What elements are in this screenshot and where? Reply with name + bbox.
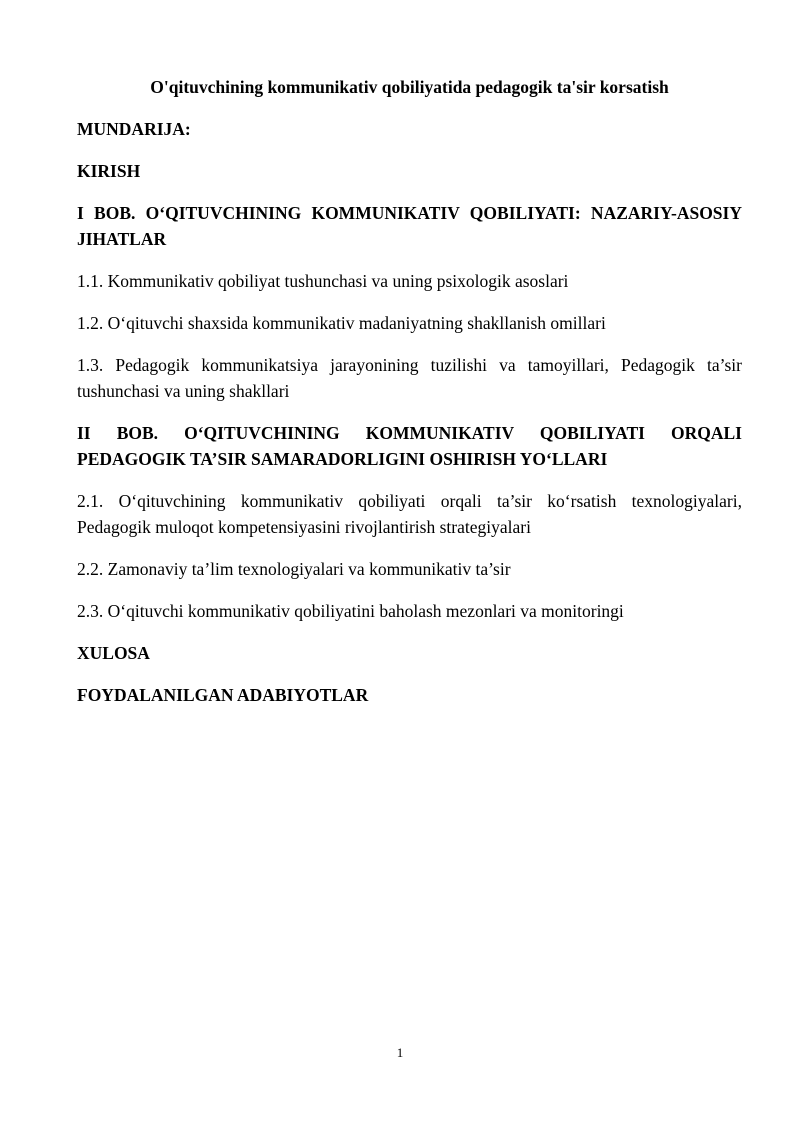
toc-entry-references: FOYDALANILGAN ADABIYOTLAR [77, 685, 369, 705]
page-number: 1 [396, 1045, 404, 1060]
document-content [77, 74, 742, 724]
toc-entry-2-3: 2.3. O‘qituvchi kommunikativ qobiliyatini baholash mezonlari va monitoringi [77, 601, 624, 621]
contents-heading: MUNDARIJA: [77, 119, 191, 139]
toc-entry-chapter-2: II BOB. O‘QITUVCHINING KOMMUNIKATIV QOBILIYATI ORQALI PEDAGOGIK TA’SIR SAMARADORLIGINI OSHIRISH YO‘LLARI [77, 423, 742, 469]
toc-entry-1-3: 1.3. Pedagogik kommunikatsiya jarayonining tuzilishi va tamoyillari, Pedagogik ta’sir tushunchasi va uning shakllari [77, 355, 742, 401]
document-title: O'qituvchining kommunikativ qobiliyatida pedagogik ta'sir korsatish [150, 77, 669, 97]
toc-entry-1-2: 1.2. O‘qituvchi shaxsida kommunikativ madaniyatning shakllanish omillari [77, 313, 606, 333]
toc-entry-1-1: 1.1. Kommunikativ qobiliyat tushunchasi va uning psixologik asoslari [77, 271, 569, 291]
toc-entry-kirish: KIRISH [77, 161, 141, 181]
toc-entry-xulosa: XULOSA [77, 643, 150, 663]
toc-entry-chapter-1: I BOB. O‘QITUVCHINING KOMMUNIKATIV QOBILIYATI: NAZARIY-ASOSIY JIHATLAR [77, 203, 742, 249]
toc-entry-2-2: 2.2. Zamonaviy ta’lim texnologiyalari va kommunikativ ta’sir [77, 559, 511, 579]
toc-entry-2-1: 2.1. O‘qituvchining kommunikativ qobiliyati orqali ta’sir ko‘rsatish texnologiyalari, Pedagogik muloqot kompetensiyasini rivojlantirish strategiyalari [77, 491, 742, 537]
